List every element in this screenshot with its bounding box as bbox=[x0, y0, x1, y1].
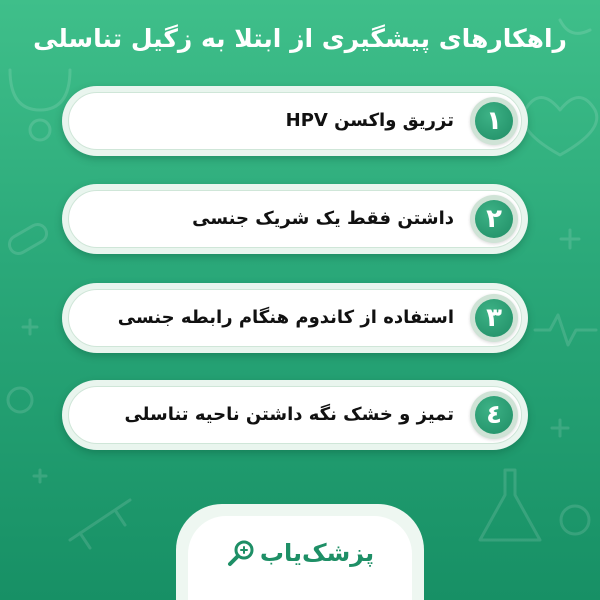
number-label: ٢ bbox=[475, 200, 513, 238]
prevention-text: داشتن فقط یک شریک جنسی bbox=[192, 208, 454, 229]
prevention-text: استفاده از کاندوم هنگام رابطه جنسی bbox=[117, 307, 454, 328]
number-label: ١ bbox=[475, 102, 513, 140]
number-label: ٤ bbox=[475, 396, 513, 434]
magnifier-icon bbox=[226, 538, 256, 568]
number-badge bbox=[470, 294, 518, 342]
number-badge bbox=[470, 391, 518, 439]
number-badge bbox=[470, 97, 518, 145]
prevention-item-4 bbox=[62, 380, 528, 450]
brand-name: پزشک‌یاب bbox=[259, 539, 375, 567]
number-badge bbox=[470, 195, 518, 243]
brand-logo bbox=[176, 528, 424, 578]
prevention-item-2 bbox=[62, 184, 528, 254]
page-title: راهکارهای پیشگیری از ابتلا به زگیل تناسلی bbox=[33, 24, 567, 53]
prevention-text: تمیز و خشک نگه داشتن ناحیه تناسلی bbox=[124, 404, 454, 425]
number-label: ٣ bbox=[475, 299, 513, 337]
prevention-text: تزریق واکسن HPV bbox=[285, 110, 454, 131]
prevention-item-3 bbox=[62, 283, 528, 353]
prevention-item-1 bbox=[62, 86, 528, 156]
